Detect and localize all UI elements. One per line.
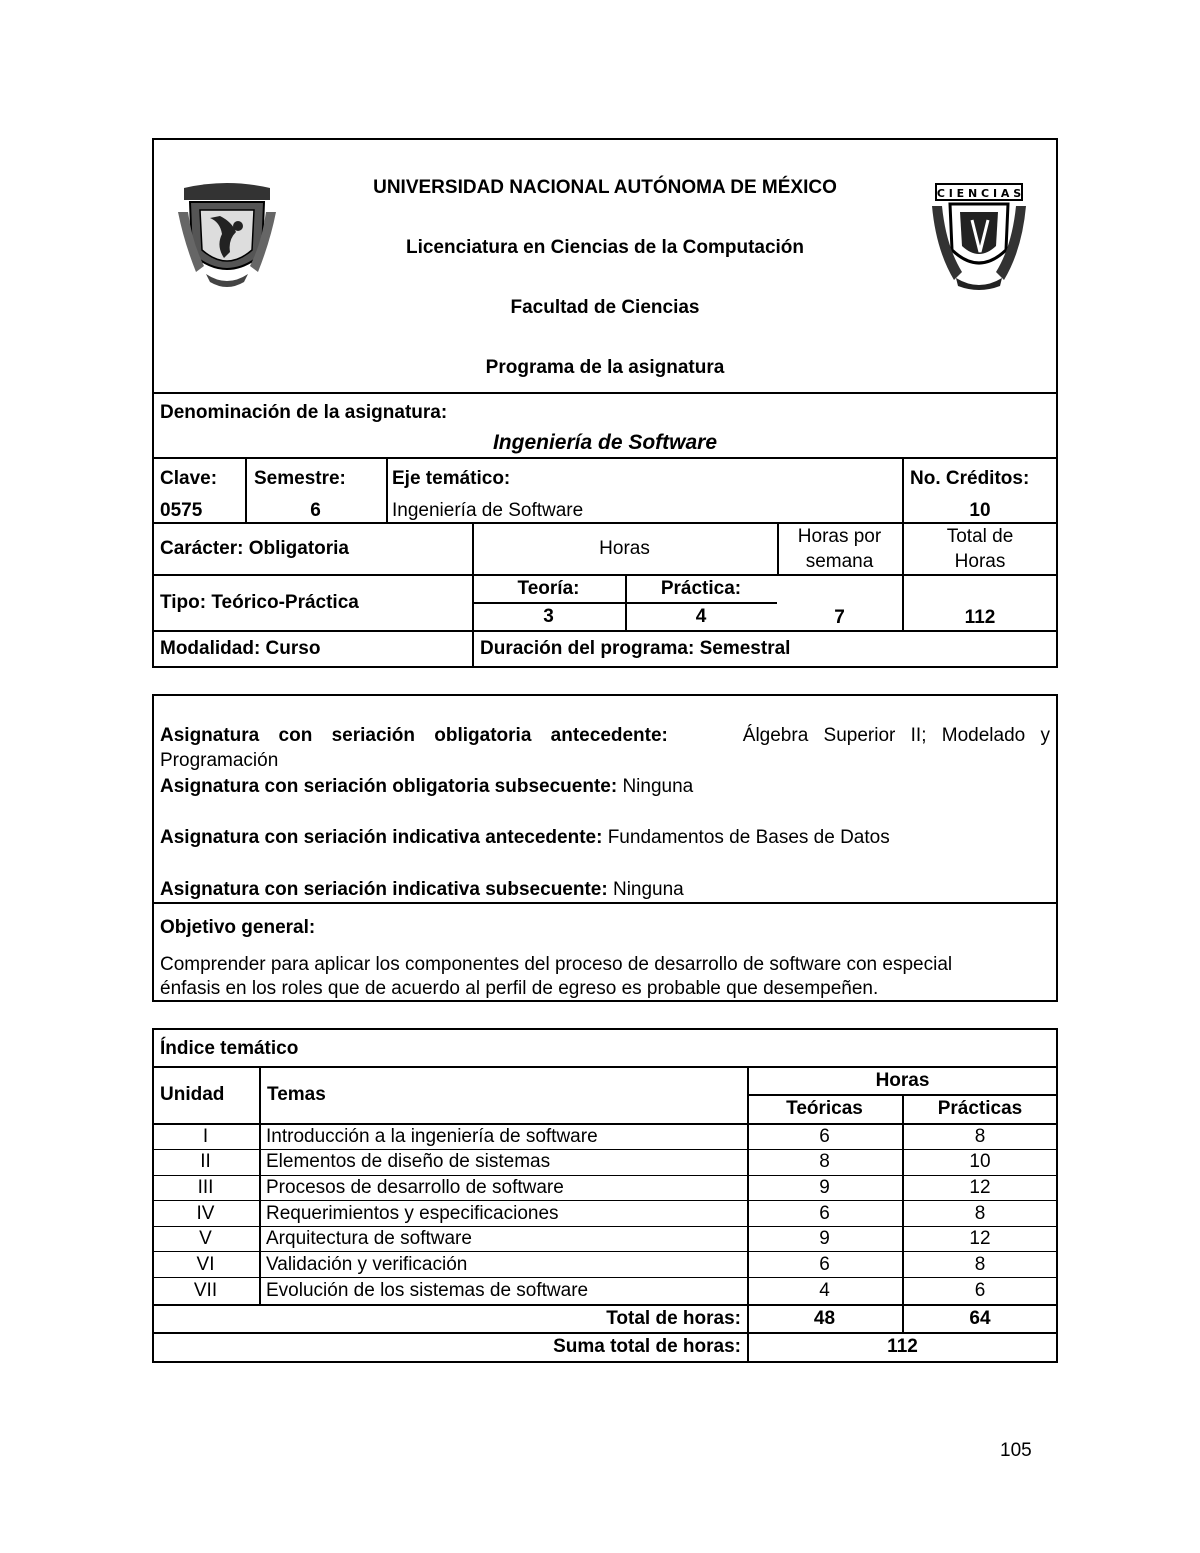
col-horas-header: Horas — [875, 1070, 930, 1091]
eje-value: Ingeniería de Software — [392, 500, 584, 521]
row-unidad: VII — [193, 1280, 218, 1301]
row-tema: Introducción a la ingeniería de software — [266, 1126, 598, 1147]
horas-semana-value: 7 — [834, 607, 845, 628]
degree-name: Licenciatura en Ciencias de la Computación — [405, 237, 805, 258]
row-practicas: 6 — [974, 1280, 986, 1301]
seriacion-obl-sub-label: Asignatura con seriación obligatoria subsecuente: — [160, 776, 618, 797]
denominacion-label: Denominación de la asignatura: — [160, 402, 448, 423]
indice-title: Índice temático — [160, 1038, 299, 1059]
row-tema: Validación y verificación — [266, 1254, 468, 1275]
row-tema: Elementos de diseño de sistemas — [266, 1151, 551, 1172]
table-row — [152, 1201, 1058, 1227]
row-practicas: 8 — [974, 1203, 986, 1224]
row-teoricas: 6 — [819, 1126, 830, 1147]
duracion-text: Duración del programa: Semestral — [480, 638, 791, 659]
creditos-label: No. Créditos: — [910, 468, 1030, 489]
row-tema: Procesos de desarrollo de software — [266, 1177, 564, 1198]
eje-label: Eje temático: — [392, 468, 511, 489]
col-temas-header: Temas — [267, 1084, 326, 1105]
svg-text:C I E N C I A S: C I E N C I A S — [936, 187, 1022, 200]
total-horas-value: 112 — [964, 607, 996, 628]
course-name: Ingeniería de Software — [492, 431, 718, 454]
university-name: UNIVERSIDAD NACIONAL AUTÓNOMA DE MÉXICO — [373, 177, 837, 198]
objetivo-text-1: Comprender para aplicar los componentes del proceso de desarrollo de software con especial — [160, 954, 953, 975]
facultad-ciencias-seal-icon — [930, 180, 1028, 290]
row-practicas: 8 — [974, 1254, 986, 1275]
total-teoricas: 48 — [813, 1308, 836, 1329]
col-teoricas-header: Teóricas — [786, 1098, 863, 1119]
clave-value: 0575 — [160, 500, 203, 521]
row-unidad: I — [202, 1126, 209, 1147]
seriacion-obl-ant-value: Álgebra Superior II; Modelado y — [742, 725, 1050, 746]
seriacion-ind-ant-value: Fundamentos de Bases de Datos — [607, 827, 890, 848]
total-practicas: 64 — [969, 1308, 991, 1329]
horas-label: Horas — [599, 538, 650, 559]
row-teoricas: 8 — [819, 1151, 830, 1172]
row-unidad: IV — [196, 1203, 215, 1224]
faculty-name: Facultad de Ciencias — [510, 297, 700, 318]
row-tema: Arquitectura de software — [266, 1228, 472, 1249]
page-number: 105 — [1000, 1440, 1032, 1461]
seriacion-obligatoria-antecedente — [160, 725, 1050, 747]
table-row — [152, 1252, 1058, 1278]
seriacion-ind-ant-label: Asignatura con seriación indicativa antecedente: — [160, 827, 603, 848]
objetivo-text-2: énfasis en los roles que de acuerdo al perfil de egreso es probable que desempeñen. — [160, 978, 879, 999]
seriacion-obl-ant-label: Asignatura con seriación obligatoria antecedente: — [160, 725, 668, 746]
caracter-text: Carácter: Obligatoria — [160, 538, 349, 559]
total-horas-label-1: Total de — [946, 526, 1014, 547]
clave-label: Clave: — [160, 468, 218, 489]
seriacion-indicativa-subsecuente — [160, 879, 684, 901]
seriacion-obl-ant-value-2: Programación — [160, 750, 279, 771]
row-unidad: III — [197, 1177, 214, 1198]
row-teoricas: 4 — [819, 1280, 830, 1301]
practica-label: Práctica: — [660, 578, 742, 599]
objetivo-label: Objetivo general: — [160, 917, 316, 938]
table-row — [152, 1150, 1058, 1176]
document-title: Programa de la asignatura — [485, 357, 725, 378]
table-row — [152, 1176, 1058, 1202]
row-unidad: II — [200, 1151, 211, 1172]
row-unidad: VI — [196, 1254, 215, 1275]
row-practicas: 12 — [969, 1177, 991, 1198]
creditos-value: 10 — [969, 500, 991, 521]
tipo-text: Tipo: Teórico-Práctica — [160, 592, 359, 613]
table-row — [152, 1227, 1058, 1253]
seriacion-ind-sub-label: Asignatura con seriación indicativa subsecuente: — [160, 879, 608, 900]
practica-value: 4 — [695, 606, 707, 627]
horas-semana-label-1: Horas por — [797, 526, 882, 547]
seriacion-obligatoria-subsecuente — [160, 776, 693, 798]
row-tema: Evolución de los sistemas de software — [266, 1280, 589, 1301]
total-horas-label-2: Horas — [954, 551, 1006, 572]
row-tema: Requerimientos y especificaciones — [266, 1203, 559, 1224]
row-practicas: 10 — [969, 1151, 991, 1172]
total-horas-label: Total de horas: — [606, 1308, 741, 1329]
table-row — [152, 1124, 1058, 1150]
row-unidad: V — [199, 1228, 212, 1249]
col-practicas-header: Prácticas — [937, 1098, 1023, 1119]
teoria-label: Teoría: — [517, 578, 580, 599]
modalidad-text: Modalidad: Curso — [160, 638, 321, 659]
seriacion-obl-sub-value: Ninguna — [622, 776, 694, 797]
row-teoricas: 9 — [819, 1228, 830, 1249]
row-teoricas: 6 — [819, 1203, 830, 1224]
teoria-value: 3 — [543, 606, 554, 627]
suma-total-value: 112 — [887, 1336, 918, 1357]
seriacion-ind-sub-value: Ninguna — [612, 879, 684, 900]
table-row — [152, 1278, 1058, 1304]
seriacion-indicativa-antecedente — [160, 827, 890, 849]
row-practicas: 12 — [969, 1228, 991, 1249]
horas-semana-label-2: semana — [805, 551, 874, 572]
col-unidad-header: Unidad — [160, 1084, 225, 1105]
row-teoricas: 6 — [819, 1254, 830, 1275]
row-practicas: 8 — [974, 1126, 986, 1147]
row-teoricas: 9 — [819, 1177, 830, 1198]
semestre-value: 6 — [310, 500, 321, 521]
suma-total-label: Suma total de horas: — [553, 1336, 741, 1357]
semestre-label: Semestre: — [254, 468, 346, 489]
